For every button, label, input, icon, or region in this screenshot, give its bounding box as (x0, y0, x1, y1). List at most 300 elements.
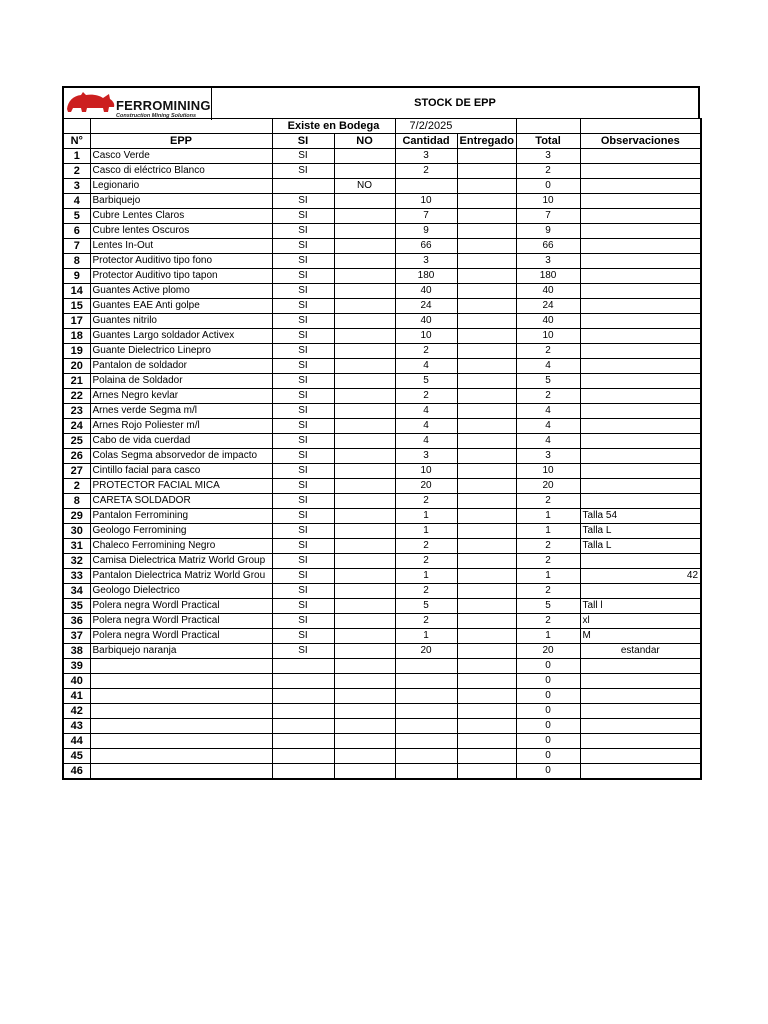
no-cell[interactable] (334, 404, 395, 419)
entregado-cell[interactable] (457, 494, 516, 509)
entregado-cell[interactable] (457, 254, 516, 269)
no-cell[interactable] (334, 704, 395, 719)
si-cell[interactable]: SI (272, 344, 334, 359)
observaciones-cell[interactable] (580, 719, 701, 734)
no-cell[interactable] (334, 194, 395, 209)
cantidad-cell[interactable] (395, 179, 457, 194)
entregado-cell[interactable] (457, 284, 516, 299)
si-cell[interactable]: SI (272, 479, 334, 494)
observaciones-cell[interactable] (580, 584, 701, 599)
si-cell[interactable]: SI (272, 599, 334, 614)
observaciones-cell[interactable]: Talla 54 (580, 509, 701, 524)
total-cell[interactable]: 2 (516, 584, 580, 599)
total-cell[interactable]: 0 (516, 674, 580, 689)
epp-cell[interactable]: Guante Dielectrico Linepro (90, 344, 272, 359)
entregado-cell[interactable] (457, 524, 516, 539)
observaciones-cell[interactable] (580, 344, 701, 359)
entregado-cell[interactable] (457, 449, 516, 464)
cantidad-cell[interactable]: 20 (395, 644, 457, 659)
observaciones-cell[interactable] (580, 659, 701, 674)
no-cell[interactable] (334, 164, 395, 179)
cantidad-cell[interactable]: 5 (395, 599, 457, 614)
observaciones-cell[interactable] (580, 269, 701, 284)
total-cell[interactable]: 0 (516, 734, 580, 749)
si-cell[interactable]: SI (272, 164, 334, 179)
epp-cell[interactable]: Cubre lentes Oscuros (90, 224, 272, 239)
epp-cell[interactable]: Casco Verde (90, 149, 272, 164)
observaciones-cell[interactable] (580, 464, 701, 479)
entregado-cell[interactable] (457, 329, 516, 344)
cantidad-cell[interactable]: 24 (395, 299, 457, 314)
total-cell[interactable]: 9 (516, 224, 580, 239)
entregado-cell[interactable] (457, 149, 516, 164)
epp-cell[interactable]: Lentes In-Out (90, 239, 272, 254)
si-cell[interactable]: SI (272, 329, 334, 344)
total-cell[interactable]: 20 (516, 644, 580, 659)
epp-cell[interactable] (90, 749, 272, 764)
observaciones-cell[interactable] (580, 209, 701, 224)
no-cell[interactable] (334, 314, 395, 329)
entregado-cell[interactable] (457, 164, 516, 179)
observaciones-cell[interactable]: Talla L (580, 524, 701, 539)
cantidad-cell[interactable]: 4 (395, 419, 457, 434)
si-cell[interactable] (272, 764, 334, 780)
entregado-cell[interactable] (457, 644, 516, 659)
si-cell[interactable] (272, 749, 334, 764)
no-cell[interactable] (334, 494, 395, 509)
cantidad-cell[interactable]: 3 (395, 254, 457, 269)
observaciones-cell[interactable]: xl (580, 614, 701, 629)
cantidad-cell[interactable] (395, 704, 457, 719)
cantidad-cell[interactable]: 2 (395, 344, 457, 359)
epp-cell[interactable]: Guantes nitrilo (90, 314, 272, 329)
total-cell[interactable]: 20 (516, 479, 580, 494)
epp-cell[interactable]: Camisa Dielectrica Matriz World Group (90, 554, 272, 569)
total-cell[interactable]: 10 (516, 194, 580, 209)
entregado-cell[interactable] (457, 614, 516, 629)
cantidad-cell[interactable]: 1 (395, 629, 457, 644)
cantidad-cell[interactable]: 7 (395, 209, 457, 224)
entregado-cell[interactable] (457, 224, 516, 239)
total-cell[interactable]: 0 (516, 659, 580, 674)
observaciones-cell[interactable]: M (580, 629, 701, 644)
observaciones-cell[interactable] (580, 374, 701, 389)
entregado-cell[interactable] (457, 344, 516, 359)
entregado-cell[interactable] (457, 179, 516, 194)
total-cell[interactable]: 1 (516, 524, 580, 539)
si-cell[interactable]: SI (272, 584, 334, 599)
no-cell[interactable] (334, 614, 395, 629)
total-cell[interactable]: 2 (516, 614, 580, 629)
cantidad-cell[interactable]: 10 (395, 464, 457, 479)
total-cell[interactable]: 5 (516, 374, 580, 389)
no-cell[interactable] (334, 554, 395, 569)
cantidad-cell[interactable]: 20 (395, 479, 457, 494)
total-cell[interactable]: 2 (516, 344, 580, 359)
entregado-cell[interactable] (457, 719, 516, 734)
observaciones-cell[interactable] (580, 164, 701, 179)
entregado-cell[interactable] (457, 389, 516, 404)
observaciones-cell[interactable] (580, 734, 701, 749)
no-cell[interactable] (334, 509, 395, 524)
epp-cell[interactable] (90, 674, 272, 689)
epp-cell[interactable]: Cintillo facial para casco (90, 464, 272, 479)
entregado-cell[interactable] (457, 509, 516, 524)
observaciones-cell[interactable] (580, 554, 701, 569)
entregado-cell[interactable] (457, 749, 516, 764)
entregado-cell[interactable] (457, 764, 516, 780)
total-cell[interactable]: 2 (516, 539, 580, 554)
observaciones-cell[interactable]: Talla L (580, 539, 701, 554)
no-cell[interactable] (334, 269, 395, 284)
total-cell[interactable]: 4 (516, 404, 580, 419)
total-cell[interactable]: 3 (516, 254, 580, 269)
total-cell[interactable]: 40 (516, 284, 580, 299)
observaciones-cell[interactable] (580, 329, 701, 344)
observaciones-cell[interactable] (580, 404, 701, 419)
no-cell[interactable] (334, 539, 395, 554)
observaciones-cell[interactable] (580, 434, 701, 449)
no-cell[interactable] (334, 374, 395, 389)
observaciones-cell[interactable] (580, 224, 701, 239)
cantidad-cell[interactable]: 9 (395, 224, 457, 239)
cantidad-cell[interactable]: 3 (395, 149, 457, 164)
no-cell[interactable] (334, 299, 395, 314)
total-cell[interactable]: 4 (516, 359, 580, 374)
no-cell[interactable] (334, 344, 395, 359)
si-cell[interactable] (272, 734, 334, 749)
cantidad-cell[interactable]: 180 (395, 269, 457, 284)
si-cell[interactable]: SI (272, 614, 334, 629)
total-cell[interactable]: 1 (516, 629, 580, 644)
si-cell[interactable]: SI (272, 509, 334, 524)
si-cell[interactable]: SI (272, 224, 334, 239)
observaciones-cell[interactable]: 42 (580, 569, 701, 584)
entregado-cell[interactable] (457, 689, 516, 704)
no-cell[interactable] (334, 734, 395, 749)
entregado-cell[interactable] (457, 434, 516, 449)
observaciones-cell[interactable] (580, 494, 701, 509)
observaciones-cell[interactable] (580, 689, 701, 704)
entregado-cell[interactable] (457, 404, 516, 419)
si-cell[interactable]: SI (272, 539, 334, 554)
cantidad-cell[interactable] (395, 689, 457, 704)
si-cell[interactable] (272, 689, 334, 704)
no-cell[interactable] (334, 569, 395, 584)
si-cell[interactable]: SI (272, 209, 334, 224)
entregado-cell[interactable] (457, 659, 516, 674)
observaciones-cell[interactable] (580, 299, 701, 314)
observaciones-cell[interactable] (580, 284, 701, 299)
epp-cell[interactable]: Protector Auditivo tipo fono (90, 254, 272, 269)
entregado-cell[interactable] (457, 704, 516, 719)
si-cell[interactable]: SI (272, 554, 334, 569)
ferromining-logo (64, 88, 212, 120)
no-cell[interactable] (334, 359, 395, 374)
no-cell[interactable] (334, 449, 395, 464)
cantidad-cell[interactable]: 2 (395, 614, 457, 629)
epp-cell[interactable]: Polaina de Soldador (90, 374, 272, 389)
entregado-cell[interactable] (457, 374, 516, 389)
cantidad-cell[interactable] (395, 719, 457, 734)
epp-cell[interactable]: Protector Auditivo tipo tapon (90, 269, 272, 284)
observaciones-cell[interactable] (580, 254, 701, 269)
epp-cell[interactable]: Polera negra Wordl Practical (90, 599, 272, 614)
no-cell[interactable] (334, 419, 395, 434)
entregado-cell[interactable] (457, 239, 516, 254)
no-cell[interactable] (334, 749, 395, 764)
entregado-cell[interactable] (457, 599, 516, 614)
epp-cell[interactable]: Casco di eléctrico Blanco (90, 164, 272, 179)
entregado-cell[interactable] (457, 479, 516, 494)
si-cell[interactable]: SI (272, 149, 334, 164)
no-cell[interactable] (334, 149, 395, 164)
epp-cell[interactable]: PROTECTOR FACIAL MICA (90, 479, 272, 494)
si-cell[interactable] (272, 674, 334, 689)
entregado-cell[interactable] (457, 569, 516, 584)
epp-cell[interactable]: Cubre Lentes Claros (90, 209, 272, 224)
epp-cell[interactable]: Barbiquejo (90, 194, 272, 209)
no-cell[interactable] (334, 644, 395, 659)
epp-cell[interactable]: CARETA SOLDADOR (90, 494, 272, 509)
total-cell[interactable]: 7 (516, 209, 580, 224)
entregado-cell[interactable] (457, 314, 516, 329)
no-cell[interactable] (334, 689, 395, 704)
total-cell[interactable]: 24 (516, 299, 580, 314)
epp-cell[interactable] (90, 689, 272, 704)
epp-cell[interactable] (90, 659, 272, 674)
observaciones-cell[interactable] (580, 239, 701, 254)
epp-cell[interactable]: Guantes Largo soldador Activex (90, 329, 272, 344)
no-cell[interactable] (334, 284, 395, 299)
cantidad-cell[interactable]: 4 (395, 359, 457, 374)
observaciones-cell[interactable] (580, 419, 701, 434)
si-cell[interactable]: SI (272, 629, 334, 644)
total-cell[interactable]: 4 (516, 419, 580, 434)
epp-cell[interactable]: Cabo de vida cuerdad (90, 434, 272, 449)
si-cell[interactable]: SI (272, 269, 334, 284)
observaciones-cell[interactable] (580, 704, 701, 719)
cantidad-cell[interactable]: 5 (395, 374, 457, 389)
no-cell[interactable] (334, 659, 395, 674)
epp-cell[interactable]: Barbiquejo naranja (90, 644, 272, 659)
entregado-cell[interactable] (457, 299, 516, 314)
no-cell[interactable] (334, 629, 395, 644)
cantidad-cell[interactable]: 2 (395, 539, 457, 554)
epp-cell[interactable]: Arnes Negro kevlar (90, 389, 272, 404)
cantidad-cell[interactable]: 1 (395, 509, 457, 524)
total-cell[interactable]: 0 (516, 719, 580, 734)
observaciones-cell[interactable]: estandar (580, 644, 701, 659)
existe-label: Existe en Bodega (272, 119, 395, 134)
total-cell[interactable]: 0 (516, 689, 580, 704)
entregado-cell[interactable] (457, 419, 516, 434)
total-cell[interactable]: 5 (516, 599, 580, 614)
si-cell[interactable]: SI (272, 239, 334, 254)
observaciones-cell[interactable] (580, 314, 701, 329)
total-cell[interactable]: 180 (516, 269, 580, 284)
observaciones-cell[interactable] (580, 359, 701, 374)
total-cell[interactable]: 4 (516, 434, 580, 449)
cantidad-cell[interactable] (395, 734, 457, 749)
entregado-cell[interactable] (457, 539, 516, 554)
cantidad-cell[interactable]: 4 (395, 434, 457, 449)
epp-cell[interactable]: Polera negra Wordl Practical (90, 614, 272, 629)
epp-cell[interactable] (90, 734, 272, 749)
entregado-cell[interactable] (457, 554, 516, 569)
si-cell[interactable]: SI (272, 449, 334, 464)
entregado-cell[interactable] (457, 734, 516, 749)
cantidad-cell[interactable]: 1 (395, 569, 457, 584)
total-cell[interactable]: 10 (516, 329, 580, 344)
epp-cell[interactable] (90, 704, 272, 719)
entregado-cell[interactable] (457, 584, 516, 599)
observaciones-cell[interactable]: Tall l (580, 599, 701, 614)
si-cell[interactable]: SI (272, 284, 334, 299)
epp-cell[interactable] (90, 719, 272, 734)
epp-cell[interactable]: Colas Segma absorvedor de impacto (90, 449, 272, 464)
no-cell[interactable] (334, 329, 395, 344)
epp-cell[interactable]: Arnes Rojo Poliester m/l (90, 419, 272, 434)
entregado-cell[interactable] (457, 269, 516, 284)
total-cell[interactable]: 2 (516, 389, 580, 404)
si-cell[interactable]: SI (272, 494, 334, 509)
observaciones-cell[interactable] (580, 674, 701, 689)
observaciones-cell[interactable] (580, 749, 701, 764)
date-cell[interactable]: 7/2/2025 (395, 119, 516, 134)
total-cell[interactable]: 66 (516, 239, 580, 254)
cantidad-cell[interactable]: 2 (395, 389, 457, 404)
entregado-cell[interactable] (457, 629, 516, 644)
observaciones-cell[interactable] (580, 179, 701, 194)
cantidad-cell[interactable]: 2 (395, 164, 457, 179)
table-row (63, 389, 701, 404)
cantidad-cell[interactable]: 66 (395, 239, 457, 254)
cantidad-cell[interactable]: 2 (395, 554, 457, 569)
total-cell[interactable]: 1 (516, 569, 580, 584)
cantidad-cell[interactable]: 1 (395, 524, 457, 539)
cantidad-cell[interactable]: 40 (395, 284, 457, 299)
cantidad-cell[interactable] (395, 659, 457, 674)
total-cell[interactable]: 3 (516, 149, 580, 164)
si-cell[interactable]: SI (272, 404, 334, 419)
si-cell[interactable]: SI (272, 419, 334, 434)
epp-cell[interactable]: Geologo Dielectrico (90, 584, 272, 599)
no-cell[interactable] (334, 524, 395, 539)
si-cell[interactable]: SI (272, 389, 334, 404)
no-cell[interactable] (334, 434, 395, 449)
no-cell[interactable] (334, 764, 395, 780)
entregado-cell[interactable] (457, 464, 516, 479)
cantidad-cell[interactable] (395, 764, 457, 780)
epp-cell[interactable]: Guantes Active plomo (90, 284, 272, 299)
no-cell[interactable] (334, 239, 395, 254)
total-cell[interactable]: 1 (516, 509, 580, 524)
epp-cell[interactable]: Arnes verde Segma m/l (90, 404, 272, 419)
si-cell[interactable] (272, 704, 334, 719)
epp-cell[interactable] (90, 764, 272, 780)
cantidad-cell[interactable]: 40 (395, 314, 457, 329)
si-cell[interactable]: SI (272, 194, 334, 209)
entregado-cell[interactable] (457, 674, 516, 689)
si-cell[interactable]: SI (272, 434, 334, 449)
si-cell[interactable]: SI (272, 569, 334, 584)
no-cell[interactable] (334, 479, 395, 494)
observaciones-cell[interactable] (580, 764, 701, 780)
cantidad-cell[interactable]: 10 (395, 329, 457, 344)
epp-cell[interactable]: Legionario (90, 179, 272, 194)
si-cell[interactable]: SI (272, 644, 334, 659)
total-cell[interactable]: 10 (516, 464, 580, 479)
cantidad-cell[interactable]: 2 (395, 584, 457, 599)
epp-cell[interactable]: Chaleco Ferromining Negro (90, 539, 272, 554)
total-cell[interactable]: 3 (516, 449, 580, 464)
total-cell[interactable]: 2 (516, 554, 580, 569)
total-cell[interactable]: 2 (516, 164, 580, 179)
observaciones-cell[interactable] (580, 449, 701, 464)
no-cell[interactable] (334, 674, 395, 689)
no-cell[interactable] (334, 254, 395, 269)
total-cell[interactable]: 40 (516, 314, 580, 329)
epp-cell[interactable]: Pantalon Dielectrica Matriz World Grou (90, 569, 272, 584)
no-cell[interactable] (334, 464, 395, 479)
si-cell[interactable] (272, 179, 334, 194)
cantidad-cell[interactable]: 2 (395, 494, 457, 509)
si-cell[interactable]: SI (272, 314, 334, 329)
epp-cell[interactable]: Polera negra Wordl Practical (90, 629, 272, 644)
si-cell[interactable] (272, 719, 334, 734)
no-cell[interactable] (334, 719, 395, 734)
sheet-header (62, 86, 700, 118)
total-cell[interactable]: 2 (516, 494, 580, 509)
cantidad-cell[interactable]: 3 (395, 449, 457, 464)
observaciones-cell[interactable] (580, 389, 701, 404)
no-cell[interactable] (334, 209, 395, 224)
si-cell[interactable]: SI (272, 359, 334, 374)
no-cell[interactable] (334, 584, 395, 599)
total-cell[interactable]: 0 (516, 704, 580, 719)
cantidad-cell[interactable] (395, 674, 457, 689)
observaciones-cell[interactable] (580, 194, 701, 209)
si-cell[interactable]: SI (272, 299, 334, 314)
epp-cell[interactable]: Guantes EAE Anti golpe (90, 299, 272, 314)
table-row (63, 164, 701, 179)
cantidad-cell[interactable] (395, 749, 457, 764)
observaciones-cell[interactable] (580, 149, 701, 164)
no-cell[interactable] (334, 599, 395, 614)
si-cell[interactable] (272, 659, 334, 674)
epp-cell[interactable]: Pantalon Ferromining (90, 509, 272, 524)
observaciones-cell[interactable] (580, 479, 701, 494)
si-cell[interactable]: SI (272, 254, 334, 269)
no-cell[interactable]: NO (334, 179, 395, 194)
total-cell[interactable]: 0 (516, 749, 580, 764)
epp-cell[interactable]: Geologo Ferromining (90, 524, 272, 539)
no-cell[interactable] (334, 389, 395, 404)
total-cell[interactable]: 0 (516, 764, 580, 780)
entregado-cell[interactable] (457, 209, 516, 224)
cantidad-cell[interactable]: 10 (395, 194, 457, 209)
si-cell[interactable]: SI (272, 464, 334, 479)
entregado-cell[interactable] (457, 194, 516, 209)
no-cell[interactable] (334, 224, 395, 239)
epp-cell[interactable]: Pantalon de soldador (90, 359, 272, 374)
cantidad-cell[interactable]: 4 (395, 404, 457, 419)
si-cell[interactable]: SI (272, 374, 334, 389)
entregado-cell[interactable] (457, 359, 516, 374)
si-cell[interactable]: SI (272, 524, 334, 539)
total-cell[interactable]: 0 (516, 179, 580, 194)
